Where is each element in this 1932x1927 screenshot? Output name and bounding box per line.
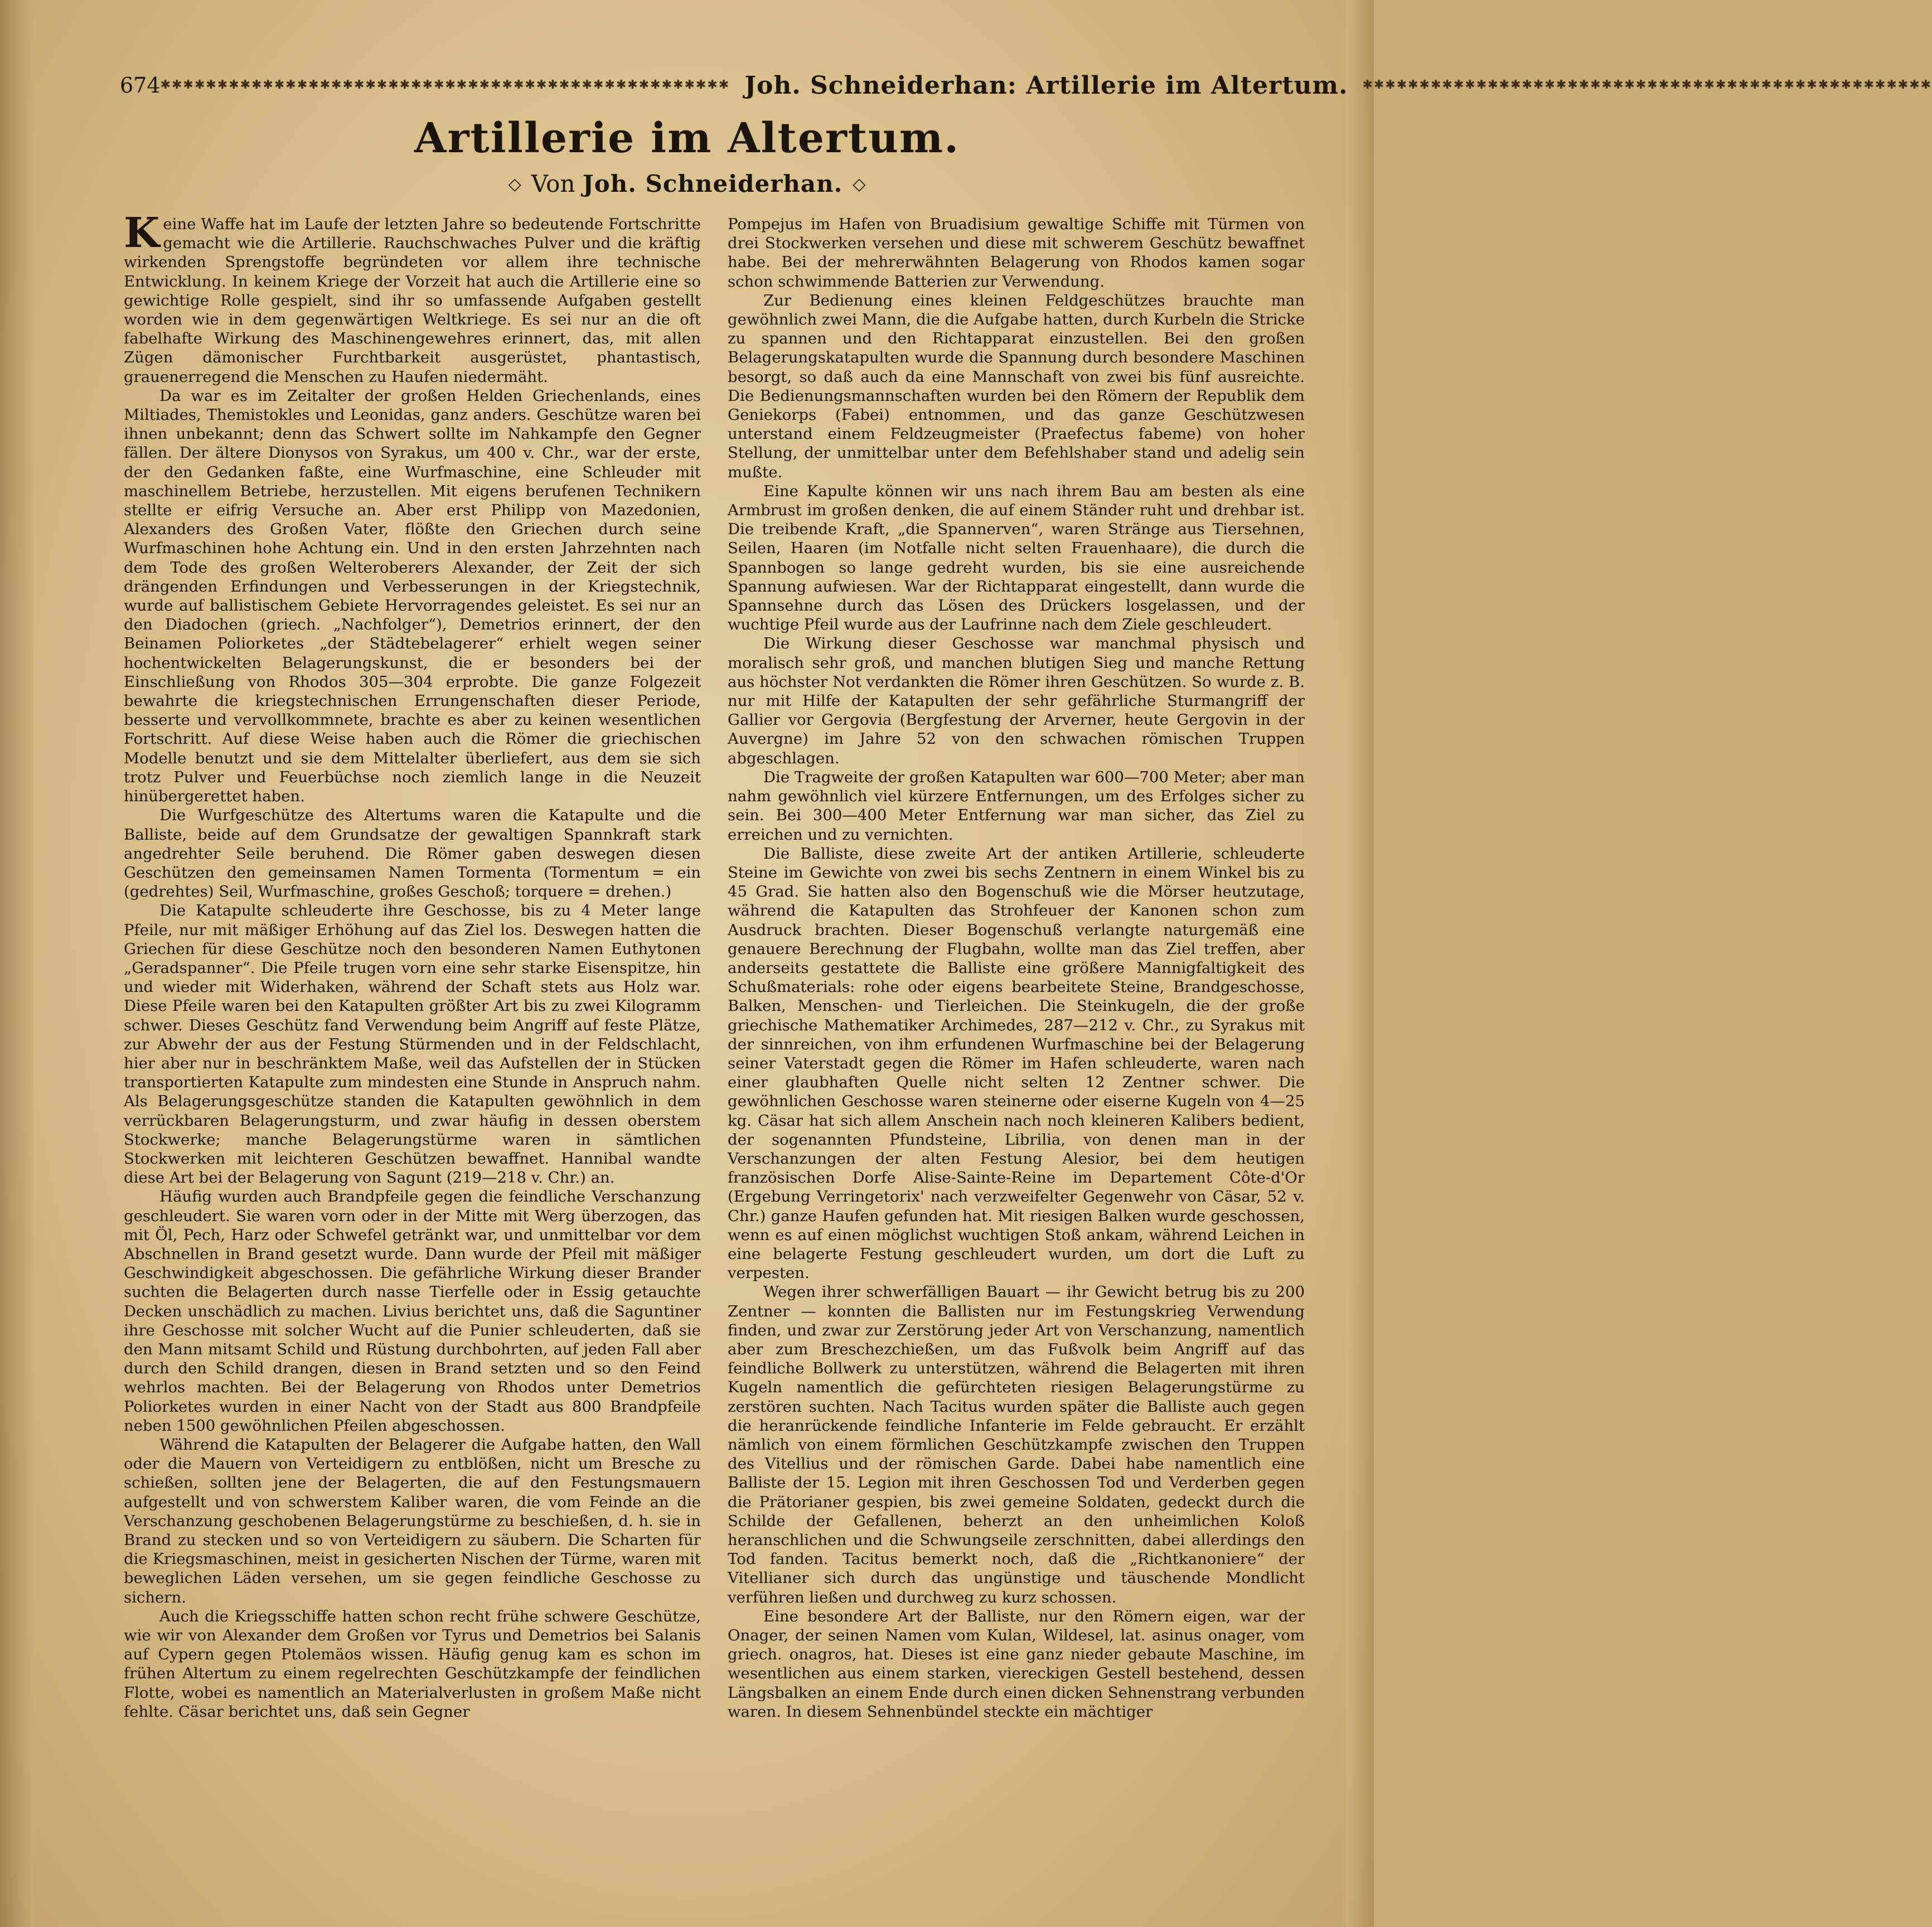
page-edge-right — [1346, 0, 1374, 1927]
paragraph: Während die Katapulten der Belagerer die Aufgabe hatten, den Wall oder die Mauern von Verteidigern zu entblößen, nicht um Bresche zu schießen, sollten jene der Belagerten, die auf den Festungsmauern aufgestellt und von schwerstem Kaliber waren, die vom Feinde an die Verschanzung geschobenen Belagerungstürme zu beschießen, d. h. sie in Brand zu stecken und so von Verteidigern zu säubern. Die Scharten für die Kriegsmaschinen, meist in gesicherten Nischen der Türme, waren mit beweglichen Läden versehen, um sie gegen feindliche Geschosse zu sichern. — [124, 1436, 701, 1606]
drop-cap: K — [124, 209, 160, 257]
header-ornament-left: ✱✱✱✱✱✱✱✱✱✱✱✱✱✱✱✱✱✱✱✱✱✱✱✱✱✱✱✱✱✱✱✱✱✱✱✱✱✱✱✱✱✱✱✱✱✱✱✱✱✱ — [160, 78, 730, 92]
column-right — [728, 215, 1305, 1879]
paragraph: Eine besondere Art der Balliste, nur den Römern eigen, war der Onager, der seinen Namen vom Kulan, Wildesel, lat. asinus onager, vom griech. onagros, hat. Dieses ist eine ganz nieder gebaute Maschine, im wesentlichen aus einem starken, viereckigen Gestell bestehend, dessen Längsbalken an einem Ende durch einen dicken Sehnenstrang verbunden waren. In diesem Sehnenbündel steckte ein mächtiger — [728, 1607, 1305, 1721]
paragraph: Häufig wurden auch Brandpfeile gegen die feindliche Verschanzung geschleudert. Sie waren vorn oder in der Mitte mit Werg überzogen, das mit Öl, Pech, Harz oder Schwefel getränkt war, und unmittelbar vor dem Abschnellen in Brand gesetzt wurde. Dann wurde der Pfeil mit mäßiger Geschwindigkeit abgeschossen. Die gefährliche Wirkung dieser Brander suchten die Belagerten durch nasse Tierfelle oder in Essig getauchte Decken unschädlich zu machen. Livius berichtet uns, daß die Saguntiner ihre Geschosse mit solcher Wucht auf die Punier schleuderten, daß sie den Mann mitsamt Schild und Rüstung durchbohrten, auf jeden Fall aber durch den Schild drangen, diesen in Brand setzten und so den Feind wehrlos machten. Bei der Belagerung von Rhodos unter Demetrios Poliorketes wurden in einer Nacht von der Stadt aus 800 Brandpfeile neben 1500 gewöhnlichen Pfeilen abgeschossen. — [124, 1188, 701, 1435]
paragraph: Zur Bedienung eines kleinen Feldgeschützes brauchte man gewöhnlich zwei Mann, die die Aufgabe hatten, durch Kurbeln die Stricke zu spannen und den Richtapparat einzustellen. Bei den großen Belagerungskatapulten wurde die Spannung durch besondere Maschinen besorgt, so daß auch da eine Mannschaft von zwei bis fünf ausreichte. Die Bedienungsmannschaften wurden bei den Römern der Republik dem Geniekorps (Fabei) entnommen, und das ganze Geschützwesen unterstand einem Feldzeugmeister (Praefectus fabeme) von hoher Stellung, der unmittelbar unter dem Befehlshaber stand und adelig sein mußte. — [728, 291, 1305, 481]
diamond-ornament-icon: ◇ — [508, 175, 521, 194]
byline-prefix: Von — [531, 170, 575, 197]
column-divider — [708, 215, 709, 1879]
paragraph: Eine Kapulte können wir uns nach ihrem Bau am besten als eine Armbrust im großen denken, die auf einem Ständer ruht und drehbar ist. Die treibende Kraft, „die Spannerven“, waren Stränge aus Tiersehnen, Seilen, Haaren (im Notfalle nicht selten Frauenhaare), die durch die Spannbogen so lange gedreht wurden, bis sie eine ausreichende Spannung aufwiesen. War der Richtapparat eingestellt, dann wurde die Spannsehne durch das Lösen des Drückers losgelassen, und der wuchtige Pfeil wurde aus der Laufrinne nach dem Ziele geschleudert. — [728, 482, 1305, 634]
paragraph: Die Wirkung dieser Geschosse war manchmal physisch und moralisch sehr groß, und manchen blutigen Sieg und manche Rettung aus höchster Not verdankten die Römer ihren Geschützen. So wurde z. B. nur mit Hilfe der Katapulten der sehr gefährliche Sturmangriff der Gallier vor Gergovia (Bergfestung der Arverner, heute Gergovin in der Auvergne) im Jahre 52 von den schwachen römischen Truppen abgeschlagen. — [728, 635, 1305, 767]
paragraph: Keine Waffe hat im Laufe der letzten Jahre so bedeutende Fortschritte gemacht wie die Artillerie. Rauchschwaches Pulver und die kräftig wirkenden Sprengstoffe begründeten vor allem ihre technische Entwicklung. In keinem Kriege der Vorzeit hat auch die Artillerie eine so gewichtige Rolle gespielt, sind ihr so umfassende Aufgaben gestellt worden wie in dem gegenwärtigen Weltkriege. Es sei nur an die oft fabelhafte Wirkung des Maschinengewehres erinnert, das, mit allen Zügen dämonischer Furchtbarkeit ausgerüstet, phantastisch, grauenerregend die Menschen zu Haufen niedermäht. — [124, 209, 701, 386]
paragraph: Wegen ihrer schwerfälligen Bauart — ihr Gewicht betrug bis zu 200 Zentner — konnten die Ballisten nur im Festungskrieg Verwendung finden, und zwar zur Zerstörung jeder Art von Verschanzung, namentlich aber zum Breschezchießen, um das Fußvolk beim Angriff auf das feindliche Bollwerk zu unterstützen, während die Belagerten mit ihren Kugeln namentlich die gefürchteten riesigen Belagerungstürme zu zerstören suchten. Nach Tacitus wurden später die Balliste auch gegen die heranrückende feindliche Infanterie im Felde gebraucht. Er erzählt nämlich von einem förmlichen Geschützkampfe zwischen den Truppen des Vitellius und der römischen Garde. Dabei habe namentlich eine Balliste der 15. Legion mit ihren Geschossen Tod und Verderben gegen die Prätorianer gespien, bis zwei gemeine Soldaten, gedeckt durch die Schilde der Gefallenen, beherzt an den unheimlichen Koloß heranschlichen und die Schwungseile zerschnitten, dabei allerdings den Tod fanden. Tacitus bemerkt noch, daß die „Richtkanoniere“ der Vitellianer sich durch das ungünstige und täuschende Mondlicht verführen ließen und durchweg zu kurz schossen. — [728, 1283, 1305, 1606]
byline — [0, 170, 1374, 197]
paragraph: Da war es im Zeitalter der großen Helden Griechenlands, eines Miltiades, Themistokles und Leonidas, ganz anders. Geschütze waren bei ihnen unbekannt; denn das Schwert sollte im Nahkampfe den Gegner fällen. Der ältere Dionysos von Syrakus, um 400 v. Chr., war der erste, der den Gedanken faßte, eine Wurfmaschine, eine Schleuder mit maschinellem Betriebe, herzustellen. Mit eigens berufenen Technikern stellte er eifrig Versuche an. Aber erst Philipp von Mazedonien, Alexanders des Großen Vater, flößte den Griechen durch seine Wurfmaschinen hohe Achtung ein. Und in den ersten Jahrzehnten nach dem Tode des großen Welteroberers Alexander, der Zeit der sich drängenden Erfindungen und Verbesserungen in der Kriegstechnik, wurde auf ballistischem Gebiete Hervorragendes geleistet. Es sei nur an den Diadochen (griech. „Nachfolger“), Demetrios erinnert, der den Beinamen Poliorketes „der Städtebelagerer“ erhielt wegen seiner hochentwickelten Belagerungskunst, die er besonders bei der Einschließung von Rhodos 305—304 erprobte. Die ganze Folgezeit bewahrte die kriegstechnischen Errungenschaften dieser Periode, besserte und vervollkommnete, brachte es aber zu keinen wesentlichen Fortschritt. Auf diese Weise haben auch die Römer die griechischen Modelle benutzt und sie dem Mittelalter überliefert, aus dem sie sich trotz Pulver und Feuerbüchse noch ziemlich lange in die Neuzeit hinübergerettet haben. — [124, 386, 701, 806]
article-title: Artillerie im Altertum. — [414, 114, 960, 162]
paragraph: Die Tragweite der großen Katapulten war 600—700 Meter; aber man nahm gewöhnlich viel kürzere Entfernungen, um des Erfolges sicher zu sein. Bei 300—400 Meter Entfernung war man sicher, das Ziel zu erreichen und zu vernichten. — [728, 768, 1305, 844]
diamond-ornament-icon: ◇ — [853, 175, 866, 194]
header-ornament-right: ✱✱✱✱✱✱✱✱✱✱✱✱✱✱✱✱✱✱✱✱✱✱✱✱✱✱✱✱✱✱✱✱✱✱✱✱✱✱✱✱✱✱✱✱✱✱✱✱✱✱ — [1362, 78, 1932, 92]
page-edge-left — [0, 0, 33, 1927]
paragraph: Pompejus im Hafen von Bruadisium gewaltige Schiffe mit Türmen von drei Stockwerken versehen und diese mit schwerem Geschütz bewaffnet habe. Bei der mehrerwähnten Belagerung von Rhodos kamen sogar schon schwimmende Batterien zur Verwendung. — [728, 215, 1305, 290]
running-title: Joh. Schneiderhan: Artillerie im Altertum. — [744, 71, 1348, 100]
paragraph: Die Balliste, diese zweite Art der antiken Artillerie, schleuderte Steine im Gewichte von zwei bis sechs Zentnern in einem Winkel bis zu 45 Grad. Sie hatten also den Bogenschuß wie die Mörser heutzutage, während die Katapulten das Strohfeuer der Kanonen schon zum Ausdruck brachten. Dieser Bogenschuß verlangte naturgemäß eine genauere Berechnung der Flugbahn, wollte man das Ziel treffen, aber anderseits gestattete die Balliste eine größere Mannigfaltigkeit des Schußmaterials: rohe oder eigens bearbeitete Steine, Brandgeschosse, Balken, Menschen- und Tierleichen. Die Steinkugeln, die der große griechische Mathematiker Archimedes, 287—212 v. Chr., zu Syrakus mit der sinnreichen, von ihm erfundenen Wurfmaschine bei der Belagerung seiner Vaterstadt gegen die Römer im Hafen schleuderte, waren nach einer glaubhaften Quelle nicht selten 12 Zentner schwer. Die gewöhnlichen Geschosse waren steinerne oder eiserne Kugeln von 4—25 kg. Cäsar hat sich allem Anschein nach noch kleineren Kalibers bedient, der sogenannten Pfundsteine, Librilia, von denen man in der Verschanzungen der alten Festung Alesior, bei dem heutigen französischen Dorfe Alise-Sainte-Reine im Departement Côte-d'Or (Ergebung Verringetorix' nach verzweifelter Gegenwehr von Cäsar, 52 v. Chr.) ganze Haufen gefunden hat. Mit riesigen Balken wurde geschossen, wenn es auf einen möglichst wuchtigen Stoß ankam, während Leichen in eine belagerte Festung geschleudert wurden, um dort die Luft zu verpesten. — [728, 844, 1305, 1282]
paragraph: Die Katapulte schleuderte ihre Geschosse, bis zu 4 Meter lange Pfeile, nur mit mäßiger Erhöhung auf das Ziel los. Deswegen hatten die Griechen für diese Geschütze noch den besonderen Namen Euthytonen „Geradspanner“. Die Pfeile trugen vorn eine sehr starke Eisenspitze, hin und wieder mit Widerhaken, während der Schaft stets aus Holz war. Diese Pfeile waren bei den Katapulten größter Art bis zu zwei Kilogramm schwer. Dieses Geschütz fand Verwendung beim Angriff auf feste Plätze, zur Abwehr der aus der Festung Stürmenden und in der Feldschlacht, hier aber nur in beschränktem Maße, weil das Aufstellen der in Stücken transportierten Katapulte zum mindesten eine Stunde in Anspruch nahm. Als Belagerungsgeschütze standen die Katapulten gewöhnlich in dem verrückbaren Belagerungsturm, und zwar häufig in dessen oberstem Stockwerke; manche Belagerungstürme waren in sämtlichen Stockwerken mit leichteren Geschützen bewaffnet. Hannibal wandte diese Art bei der Belagerung von Sagunt (219—218 v. Chr.) an. — [124, 902, 701, 1187]
running-header — [120, 66, 1932, 105]
author-name: Joh. Schneiderhan. — [582, 170, 843, 197]
column-left — [124, 209, 701, 1879]
paragraph: Auch die Kriegsschiffe hatten schon recht frühe schwere Geschütze, wie wir von Alexander dem Großen vor Tyrus und Demetrios bei Salanis auf Cypern gegen Ptolemäos wissen. Häufig genug kam es schon im frühen Altertum zu einem regelrechten Geschützkampfe der feindlichen Flotte, wobei es namentlich an Materialverlusten in großem Maße nicht fehlte. Cäsar berichtet uns, daß sein Gegner — [124, 1607, 701, 1721]
paragraph: Die Wurfgeschütze des Altertums waren die Katapulte und die Balliste, beide auf dem Grundsatze der gewaltigen Spannkraft stark angedrehter Seile beruhend. Die Römer gaben deswegen diesen Geschützen den gemeinsamen Namen Tormenta (Tormentum = ein (gedrehtes) Seil, Wurfmaschine, großes Geschoß; torquere = drehen.) — [124, 806, 701, 901]
page-number: 674 — [120, 73, 161, 98]
